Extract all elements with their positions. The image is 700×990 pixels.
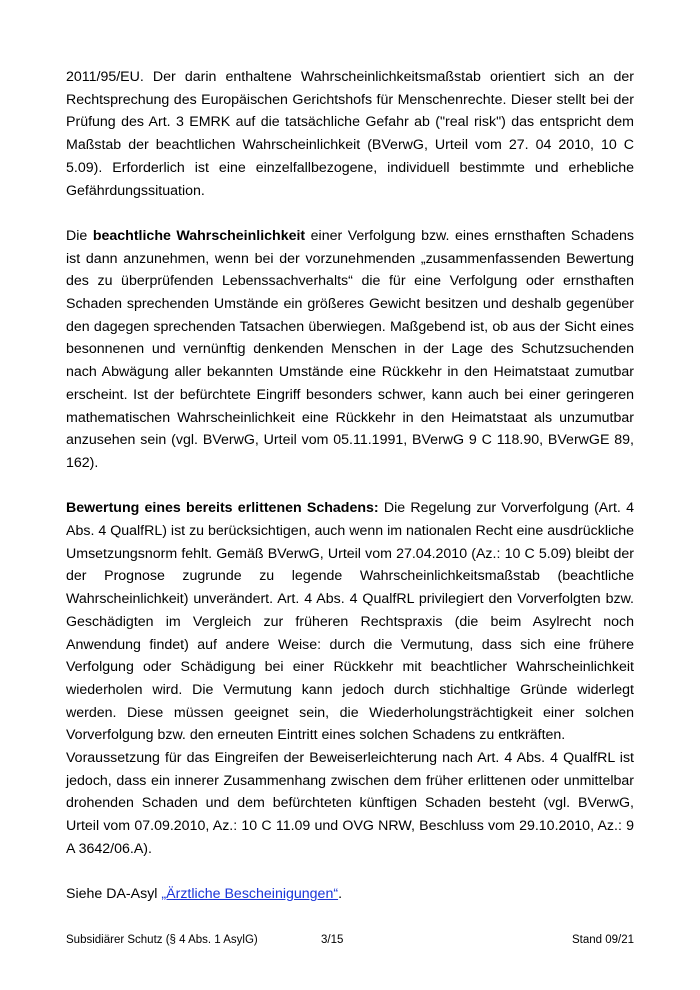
link-aerztliche-bescheinigungen[interactable]: „Ärztliche Bescheinigungen“	[161, 886, 339, 903]
footer-stand: Stand 09/21	[571, 934, 634, 946]
page-footer	[66, 934, 634, 950]
footer-page-number: 3/15	[321, 934, 344, 946]
paragraph-bewertung-schaden	[66, 497, 634, 747]
paragraph-text: einer Verfolgung bzw. eines ernsthaften Schadens ist dann anzunehmen, wenn bei der vorzunehmenden „zusammenfassenden Bewertung des zu überprüfenden Lebenssachverhalts“ die für eine Verfolgung oder ernsthaften Schaden sprechenden Umstände ein größeres Gewicht besitzen und deshalb gegenüber den dagegen sprechenden Tatsachen überwiegen. Maßgebend ist, ob aus der Sicht eines besonnenen und vernünftig denkenden Menschen in der Lage des Schutzsuchenden nach Abwägung aller bekannten Umstände eine Rückkehr in den Heimatstaat zumutbar erscheint. Ist der befürchtete Eingriff besonders schwer, kann auch bei einer geringeren mathematischen Wahrscheinlichkeit eine Rückkehr in den Heimatstaat als unzumutbar anzusehen sein (vgl. BVerwG, Urteil vom 05.11.1991, BVerwG 9 C 118.90, BVerwGE 89, 162).	[66, 227, 634, 471]
bold-term-beachtliche-wahrscheinlichkeit: beachtliche Wahrscheinlichkeit	[92, 227, 306, 244]
bold-heading-bewertung: Bewertung eines bereits erlittenen Schadens:	[66, 500, 379, 517]
paragraph-siehe	[66, 883, 634, 906]
paragraph-beachtliche-wahrscheinlichkeit	[66, 225, 634, 475]
document-body	[66, 66, 634, 906]
paragraph-wahrscheinlichkeitsmassstab: 2011/95/EU. Der darin enthaltene Wahrscheinlichkeitsmaßstab orientiert sich an der Rechtsprechung des Europäischen Gerichtshofs für Menschenrechte. Dieser stellt bei der Prüfung des Art. 3 EMRK auf die tatsächliche Gefahr ab ("real risk") das entspricht dem Maßstab der beachtlichen Wahrscheinlichkeit (BVerwG, Urteil vom 27. 04 2010, 10 C 5.09). Erforderlich ist eine einzelfallbezogene, individuell bestimmte und erhebliche Gefährdungssituation.	[66, 69, 634, 199]
paragraph-voraussetzung: Voraussetzung für das Eingreifen der Beweiserleichterung nach Art. 4 Abs. 4 QualfRL ist jedoch, dass ein innerer Zusammenhang zwischen dem früher erlittenen oder unmittelbar drohenden Schaden und dem befürchteten künftigen Schaden besteht (vgl. BVerwG, Urteil vom 07.09.2010, Az.: 10 C 11.09 und OVG NRW, Beschluss vom 29.10.2010, Az.: 9 A 3642/06.A).	[66, 750, 634, 857]
siehe-text: Siehe DA-Asyl	[66, 886, 162, 903]
footer-title: Subsidiärer Schutz (§ 4 Abs. 1 AsylG)	[66, 934, 258, 946]
siehe-period: .	[338, 886, 343, 903]
paragraph-text: Die Regelung zur Vorverfolgung (Art. 4 Abs. 4 QualfRL) ist zu berücksichtigen, auch wenn im nationalen Recht eine ausdrückliche Umsetzungsnorm fehlt. Gemäß BVerwG, Urteil vom 27.04.2010 (Az.: 10 C 5.09) bleibt der der Prognose zugrunde zu legende Wahrscheinlichkeitsmaßstab (beachtliche Wahrscheinlichkeit) unverändert. Art. 4 Abs. 4 QualfRL privilegiert den Vorverfolgten bzw. Geschädigten im Vergleich zur früheren Rechtspraxis (die beim Asylrecht noch Anwendung findet) auf andere Weise: durch die Vermutung, dass sich eine frühere Verfolgung oder Schädigung bei einer Rückkehr mit beachtlicher Wahrscheinlichkeit wiederholen wird. Die Vermutung kann jedoch durch stichhaltige Gründe widerlegt werden. Diese müssen geeignet sein, die Wiederholungsträchtigkeit einer solchen Vorverfolgung bzw. den erneuten Eintritt eines solchen Schadens zu entkräften.	[66, 500, 634, 744]
paragraph-intro: Die	[66, 227, 93, 244]
